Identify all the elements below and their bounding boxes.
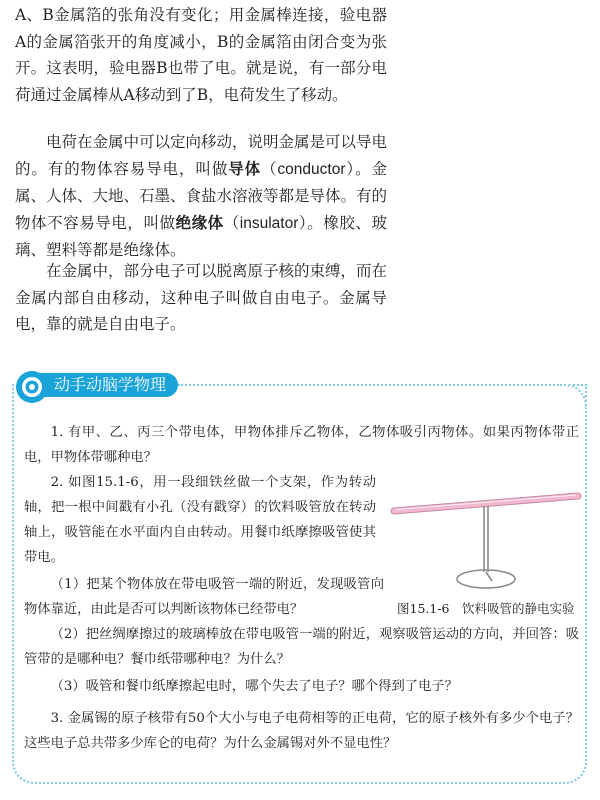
figure-caption: 图15.1-6 饮料吸管的静电实验 [397, 601, 575, 616]
question-2-part-3: （3）吸管和餐巾纸摩擦起电时，哪个失去了电子？哪个得到了电子？ [50, 679, 458, 694]
question-3: 3. 金属锡的原子核带有50个大小与电子电荷相等的正电荷，它的原子核外有多少个电子？这些电子总共带多少库仑的电荷？为什么金属锡对外不显电性？ [24, 711, 579, 751]
paragraph-conductors-text-c: 。橡胶、玻璃、塑料等都是绝缘体。 [15, 213, 387, 259]
term-insulator: 绝缘体 [175, 213, 224, 232]
question-1: 1. 有甲、乙、丙三个带电体，甲物体排斥乙物体，乙物体吸引丙物体。如果丙物体带正电，甲物体带哪种电？ [24, 425, 579, 465]
term-conductor: 导体 [228, 159, 262, 178]
paragraph-conductors [15, 129, 387, 264]
term-conductor-english: （conductor） [261, 160, 356, 178]
paragraph-electroscope: A、B金属箔的张角没有变化；用金属棒连接，验电器A的金属箔张开的角度减小，B的金属箔由闭合变为张开。这表明，验电器B也带了电。就是说，有一部分电荷通过金属棒从A移动到了B，电荷发生了移动。 [15, 6, 387, 104]
term-insulator-english: （insulator） [223, 214, 308, 232]
paragraph-free-electrons: 在金属中，部分电子可以脱离原子核的束缚，而在金属内部自由移动，这种电子叫做自由电子。金属导电，靠的就是自由电子。 [15, 262, 388, 333]
paragraph-conductors-text-a: 电荷在金属中可以定向移动，说明金属是可以导电的。有的物体容易导电，叫做 [15, 133, 388, 178]
activity-logo-icon [15, 370, 49, 404]
activity-box-top-border [178, 384, 587, 386]
paragraph-conductors-text-b: 。金属、人体、大地、石墨、食盐水溶液等都是导体。有的物体不容易导电，叫做 [15, 159, 388, 232]
figure-straw-experiment [380, 488, 590, 598]
question-2-part-1: （1）把某个物体放在带电吸管一端的附近，发现吸管向物体靠近，由此是否可以判断该物体已经带电？ [24, 577, 384, 617]
question-2-part-2: （2）把丝绸摩擦过的玻璃棒放在带电吸管一端的附近，观察吸管运动的方向，并回答：吸管带的是哪种电？餐巾纸带哪种电？为什么？ [24, 627, 579, 667]
straw [394, 495, 578, 511]
question-2: 2. 如图15.1-6，用一段细铁丝做一个支架，作为转动轴，把一根中间戳有小孔（没有戳穿）的饮料吸管放在转动轴上，吸管能在水平面内自由转动。用餐巾纸摩擦吸管使其带电。 [24, 475, 376, 565]
wire-stand [457, 506, 515, 588]
activity-title: 动手动脑学物理 [54, 375, 167, 394]
